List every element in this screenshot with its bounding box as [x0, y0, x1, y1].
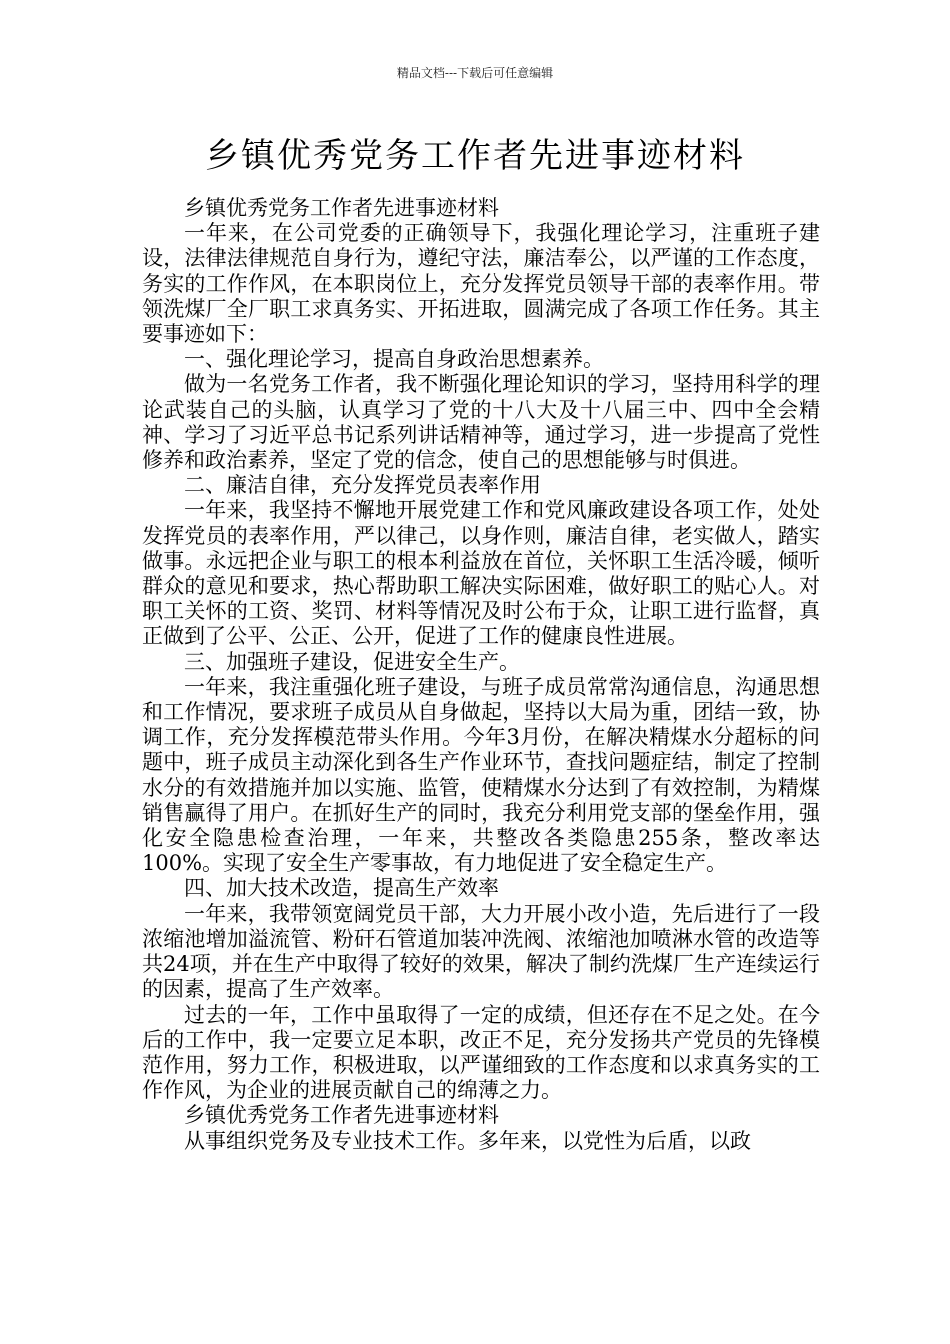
paragraph: 一年来，我注重强化班子建设，与班子成员常常沟通信息，沟通思想和工作情况，要求班子成员从自身做起，坚持以大局为重，团结一致，协调工作，充分发挥模范带头作用。今年3月份，在解决精煤水分超标的问题中，班子成员主动深化到各生产作业环节，查找问题症结，制定了控制水分的有效措施并加以实施、监管，使精煤水分达到了有效控制，为精煤销售赢得了用户。在抓好生产的同时，我充分利用党支部的堡垒作用，强化安全隐患检查治理，一年来，共整改各类隐患255条，整改率达100%。实现了安全生产零事故，有力地促进了安全稳定生产。 [142, 674, 820, 876]
paragraph: 从事组织党务及专业技术工作。多年来，以党性为后盾，以政 [184, 1128, 751, 1153]
section-heading: 二、廉洁自律，充分发挥党员表率作用 [184, 473, 541, 498]
document-title: 乡镇优秀党务工作者先进事迹材料 [205, 136, 745, 176]
section-heading: 三、加强班子建设，促进安全生产。 [184, 649, 520, 674]
paragraph: 一年来，我带领宽阔党员干部，大力开展小改小造，先后进行了一段浓缩池增加溢流管、粉矸石管道加装冲洗阀、浓缩池加喷淋水管的改造等共24项，并在生产中取得了较好的效果，解决了制约洗煤厂生产连续运行的因素，提高了生产效率。 [142, 901, 820, 1002]
section-heading: 四、加大技术改造，提高生产效率 [184, 876, 499, 901]
paragraph: 一年来，我坚持不懈地开展党建工作和党风廉政建设各项工作，处处发挥党员的表率作用，严以律己，以身作则，廉洁自律，老实做人，踏实做事。永远把企业与职工的根本利益放在首位，关怀职工生活冷暖，倾听群众的意见和要求，热心帮助职工解决实际困难，做好职工的贴心人。对职工关怀的工资、奖罚、材料等情况及时公布于众，让职工进行监督，真正做到了公平、公正、公开，促进了工作的健康良性进展。 [142, 498, 820, 649]
page-header: 精品文档---下载后可任意编辑 [396, 66, 554, 80]
paragraph: 过去的一年，工作中虽取得了一定的成绩，但还存在不足之处。在今后的工作中，我一定要立足本职，改正不足，充分发扬共产党员的先锋模范作用，努力工作，积极进取，以严谨细致的工作态度和以求真务实的工作作风，为企业的进展贡献自己的绵薄之力。 [142, 1002, 820, 1103]
paragraph: 一年来，在公司党委的正确领导下，我强化理论学习，注重班子建设，法律法律规范自身行为，遵纪守法，廉洁奉公，以严谨的工作态度，务实的工作作风，在本职岗位上，充分发挥党员领导干部的表率作用。带领洗煤厂全厂职工求真务实、开拓进取，圆满完成了各项工作任务。其主要事迹如下： [142, 221, 820, 347]
paragraph: 乡镇优秀党务工作者先进事迹材料 [184, 196, 499, 220]
paragraph: 做为一名党务工作者，我不断强化理论知识的学习，坚持用科学的理论武装自己的头脑，认真学习了党的十八大及十八届三中、四中全会精神、学习了习近平总书记系列讲话精神等，通过学习，进一步提高了党性修养和政治素养，坚定了党的信念，使自己的思想能够与时俱进。 [142, 372, 820, 473]
document-body [142, 196, 820, 1154]
section-heading: 一、强化理论学习，提高自身政治思想素养。 [184, 347, 604, 372]
paragraph: 乡镇优秀党务工作者先进事迹材料 [184, 1103, 499, 1128]
